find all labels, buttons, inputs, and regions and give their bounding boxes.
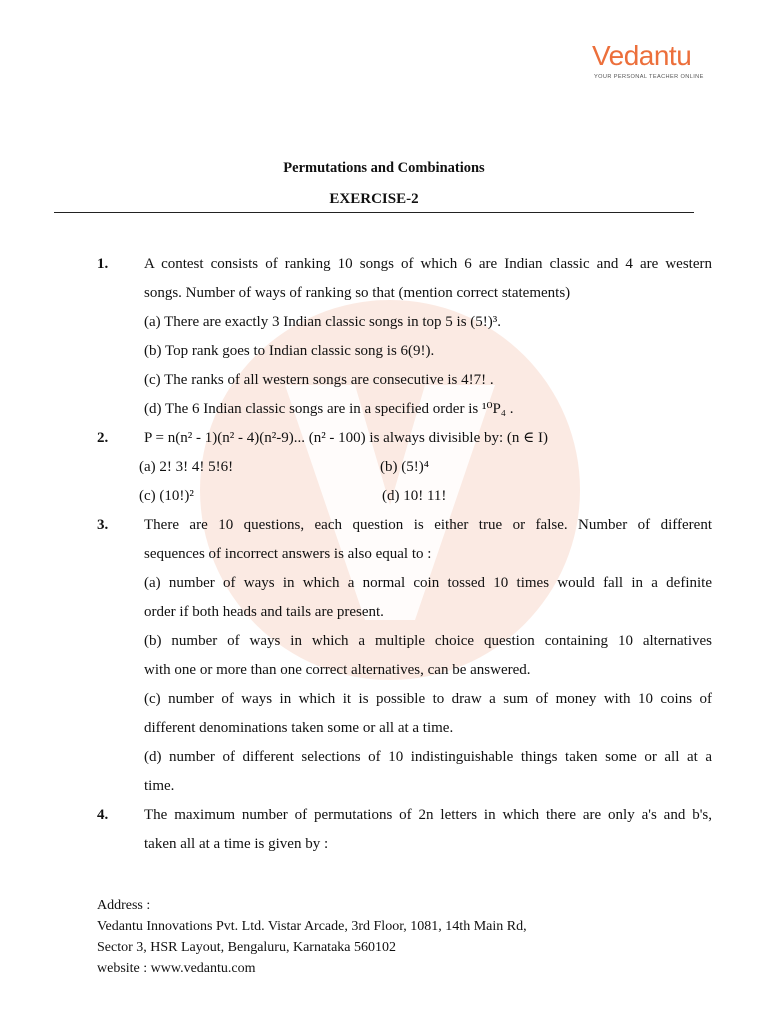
option-text: (a) 2! 3! 4! 5!6!: [139, 459, 234, 475]
option-text: (b) number of ways in which a multiple choice question containing 10 alternatives: [144, 633, 712, 649]
vedantu-logo: [592, 40, 712, 84]
question-text: The maximum number of permutations of 2n letters in which there are only a's and b's,: [144, 807, 712, 823]
brand-tagline: YOUR PERSONAL TEACHER ONLINE: [594, 74, 704, 80]
option-text: (d) The 6 Indian classic songs are in a specified order is ¹⁰P₄ .: [144, 401, 514, 417]
option-text: with one or more than one correct alternatives, can be answered.: [144, 662, 531, 678]
option-text: (a) number of ways in which a normal coin tossed 10 times would fall in a definite: [144, 575, 712, 591]
question-text: There are 10 questions, each question is either true or false. Number of different: [144, 517, 712, 533]
option-text: (a) There are exactly 3 Indian classic songs in top 5 is (5!)³.: [144, 314, 502, 330]
option-text: (b) Top rank goes to Indian classic song is 6(9!).: [144, 343, 435, 359]
exercise-heading: EXERCISE-2: [329, 191, 419, 207]
option-text: (d) number of different selections of 10 indistinguishable things taken some or all at a: [144, 749, 712, 765]
option-text: time.: [144, 778, 175, 794]
option-text: different denominations taken some or all at a time.: [144, 720, 454, 736]
question-number: 1.: [97, 256, 109, 272]
question-number: 3.: [97, 517, 109, 533]
question-number: 4.: [97, 807, 109, 823]
footer-address: [97, 895, 527, 979]
option-text: (c) (10!)²: [139, 488, 194, 504]
address-line: Vedantu Innovations Pvt. Ltd. Vistar Arcade, 3rd Floor, 1081, 14th Main Rd,: [97, 919, 527, 934]
question-number: 2.: [97, 430, 109, 446]
question-text: songs. Number of ways of ranking so that (mention correct statements): [144, 285, 571, 301]
question-text: taken all at a time is given by :: [144, 836, 329, 852]
brand-name: Vedantu: [592, 40, 692, 71]
address-label: Address :: [97, 898, 151, 913]
option-text: (d) 10! 11!: [382, 488, 447, 504]
address-line: Sector 3, HSR Layout, Bengaluru, Karnataka 560102: [97, 940, 396, 955]
question-text: sequences of incorrect answers is also equal to :: [144, 546, 432, 562]
option-text: (b) (5!)⁴: [380, 459, 429, 475]
question-text: P = n(n² - 1)(n² - 4)(n²-9)... (n² - 100) is always divisible by: (n ∈ I): [144, 430, 549, 446]
heading-divider: [54, 212, 694, 213]
option-text: (c) number of ways in which it is possible to draw a sum of money with 10 coins of: [144, 691, 712, 707]
option-text: (c) The ranks of all western songs are consecutive is 4!7! .: [144, 372, 494, 388]
option-text: order if both heads and tails are present.: [144, 604, 384, 620]
page-title: Permutations and Combinations: [283, 160, 485, 176]
website-link[interactable]: website : www.vedantu.com: [97, 961, 256, 976]
question-text: A contest consists of ranking 10 songs of which 6 are Indian classic and 4 are western: [144, 256, 712, 272]
